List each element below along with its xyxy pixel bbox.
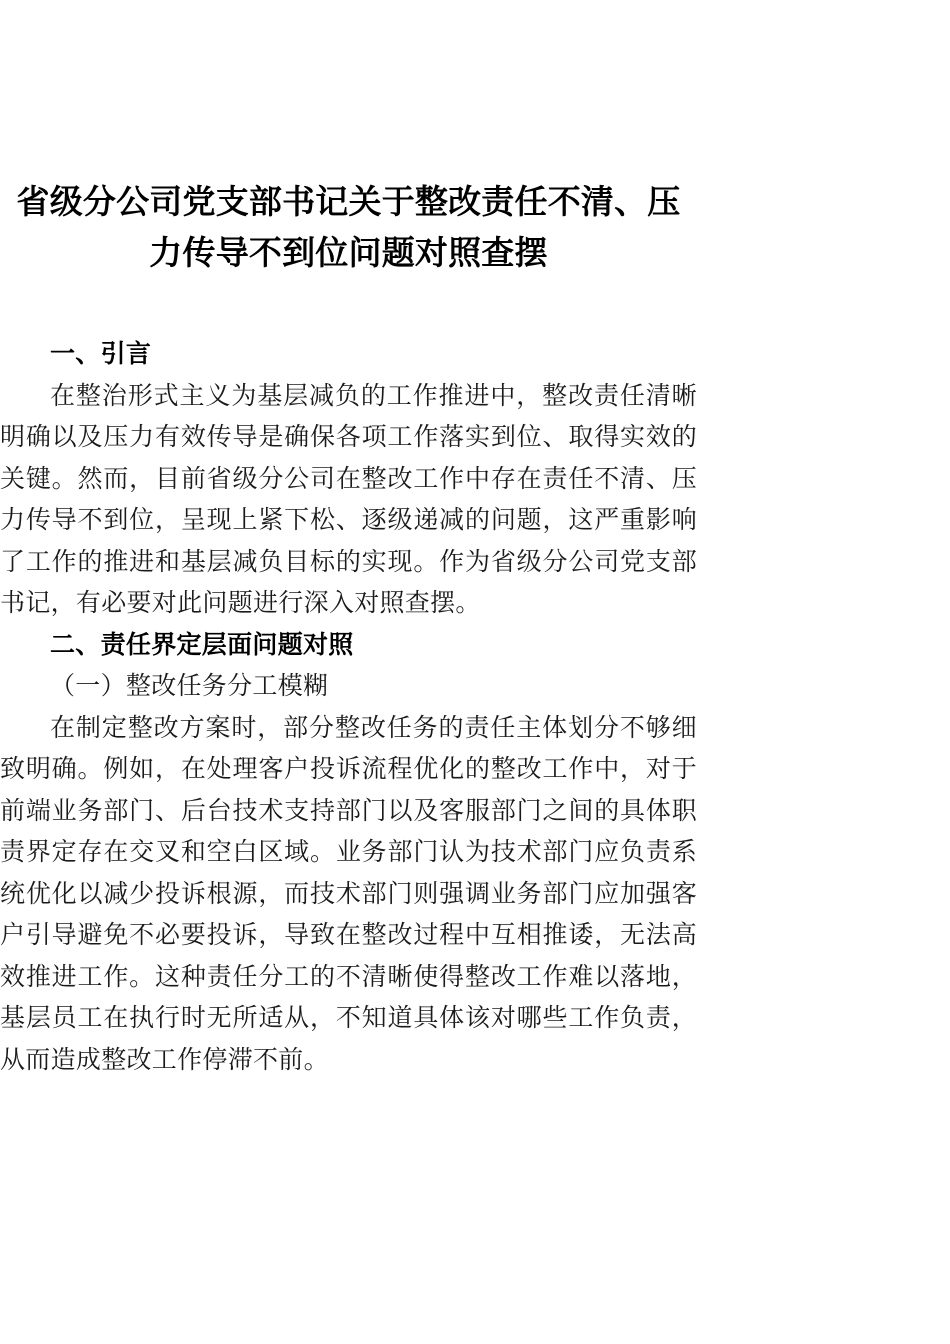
paragraph-task-division: 在制定整改方案时，部分整改任务的责任主体划分不够细致明确。例如，在处理客户投诉流程优化的整改工作中，对于前端业务部门、后台技术支持部门以及客服部门之间的具体职责界定存在交叉和空白区域。业务部门认为技术部门应负责系统优化以减少投诉根源，而技术部门则强调业务部门应加强客户引导避免不必要投诉，导致在整改过程中互相推诿，无法高效推进工作。这种责任分工的不清晰使得整改工作难以落地，基层员工在执行时无所适从，不知道具体该对哪些工作负责，从而造成整改工作停滞不前。 bbox=[0, 714, 697, 1074]
document-body bbox=[0, 334, 697, 1081]
subsection-heading-1: （一）整改任务分工模糊 bbox=[50, 673, 329, 700]
section-heading-2: 二、责任界定层面问题对照 bbox=[50, 630, 354, 659]
page-title: 省级分公司党支部书记关于整改责任不清、压力传导不到位问题对照查摆 bbox=[16, 183, 681, 271]
paragraph-introduction: 在整治形式主义为基层减负的工作推进中，整改责任清晰明确以及压力有效传导是确保各项工作落实到位、取得实效的关键。然而，目前省级分公司在整改工作中存在责任不清、压力传导不到位，呈现上紧下松、逐级递减的问题，这严重影响了工作的推进和基层减负目标的实现。作为省级分公司党支部书记，有必要对此问题进行深入对照查摆。 bbox=[0, 382, 697, 617]
section-heading-1: 一、引言 bbox=[50, 340, 152, 368]
